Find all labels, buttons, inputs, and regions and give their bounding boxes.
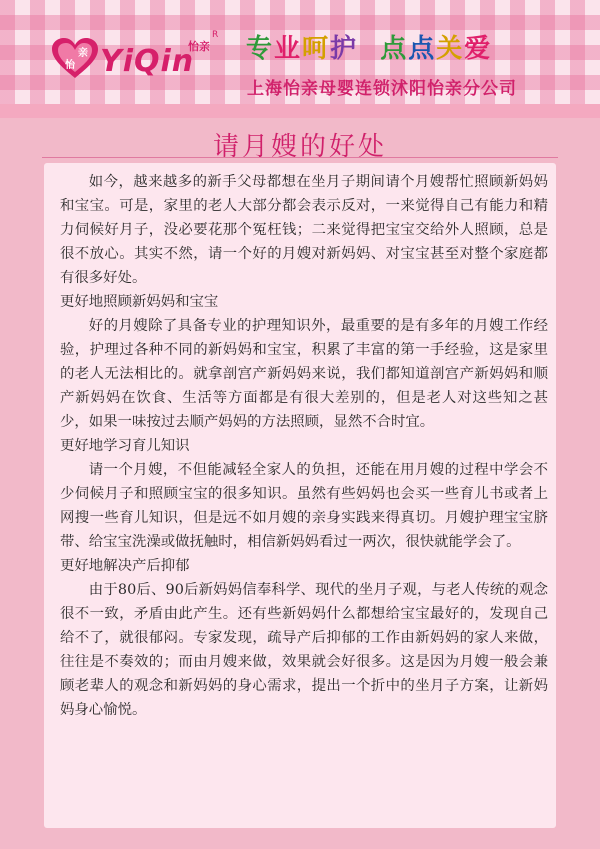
heart-char-right: 亲 xyxy=(78,48,88,59)
heart-char-left: 怡 xyxy=(65,60,75,71)
section-heading: 更好地照顾新妈妈和宝宝 xyxy=(60,294,219,310)
brand-name-cn: 怡亲 xyxy=(188,40,210,53)
registered-mark: R xyxy=(212,30,219,40)
slogan-char: 呵 xyxy=(302,34,331,64)
header-band xyxy=(0,104,600,118)
brand-name: YiQin xyxy=(100,44,195,79)
slogan xyxy=(246,28,492,65)
slogan-char: 专 xyxy=(246,34,275,64)
slogan-char: 业 xyxy=(274,34,303,64)
slogan-char: 护 xyxy=(330,34,359,64)
paragraph: 如今，越来越多的新手父母都想在坐月子期间请个月嫂帮忙照顾新妈妈和宝宝。可是，家里的老人大部分都会表示反对，一来觉得自己有能力和精力伺候好月子，没必要花那个冤枉钱；二来觉得把宝宝交给外人照顾，总是很不放心。其实不然，请一个好的月嫂对新妈妈、对宝宝甚至对整个家庭都有很多好处。 xyxy=(60,174,548,286)
slogan-char: 点 xyxy=(408,34,437,64)
article-title: 请月嫂的好处 xyxy=(212,132,387,162)
heart-logo-icon xyxy=(52,38,98,80)
slogan-char: 点 xyxy=(380,34,409,64)
paragraph: 好的月嫂除了具备专业的护理知识外，最重要的是有多年的月嫂工作经验，护理过各种不同的新妈妈和宝宝，积累了丰富的第一手经验，这是家里的老人无法相比的。就拿剖宫产新妈妈来说，我们都知道剖宫产新妈妈和顺产新妈妈在饮食、生活等方面都是有很大差别的，但是老人对这些知之甚少，如果一味按过去顺产妈妈的方法照顾，显然不合时宜。 xyxy=(60,318,548,430)
article-body xyxy=(60,170,548,722)
paragraph: 由于80后、90后新妈妈信奉科学、现代的坐月子观，与老人传统的观念很不一致，矛盾由此产生。还有些新妈妈什么都想给宝宝最好的，发现自己给不了，就很郁闷。专家发现，疏导产后抑郁的工作由新妈妈的家人来做，往往是不奏效的；而由月嫂来做，效果就会好很多。这是因为月嫂一般会兼顾老辈人的观念和新妈妈的身心需求，提出一个折中的坐月子方案，让新妈妈身心愉悦。 xyxy=(60,582,548,718)
paragraph: 请一个月嫂，不但能减轻全家人的负担，还能在用月嫂的过程中学会不少伺候月子和照顾宝宝的很多知识。虽然有些妈妈也会买一些育儿书或者上网搜一些育儿知识，但是远不如月嫂的亲身实践来得真切。月嫂护理宝宝脐带、给宝宝洗澡或做抚触时，相信新妈妈看过一两次，很快就能学会了。 xyxy=(60,462,548,550)
slogan-char: 关 xyxy=(436,34,465,64)
section-heading: 更好地解决产后抑郁 xyxy=(60,558,190,574)
company-name: 上海怡亲母婴连锁沭阳怡亲分公司 xyxy=(247,79,517,99)
title-divider xyxy=(42,157,558,158)
slogan-char xyxy=(369,34,380,64)
section-heading: 更好地学习育儿知识 xyxy=(60,438,190,454)
slogan-char: 爱 xyxy=(464,34,493,64)
slogan-char xyxy=(358,34,369,64)
logo xyxy=(52,30,222,84)
